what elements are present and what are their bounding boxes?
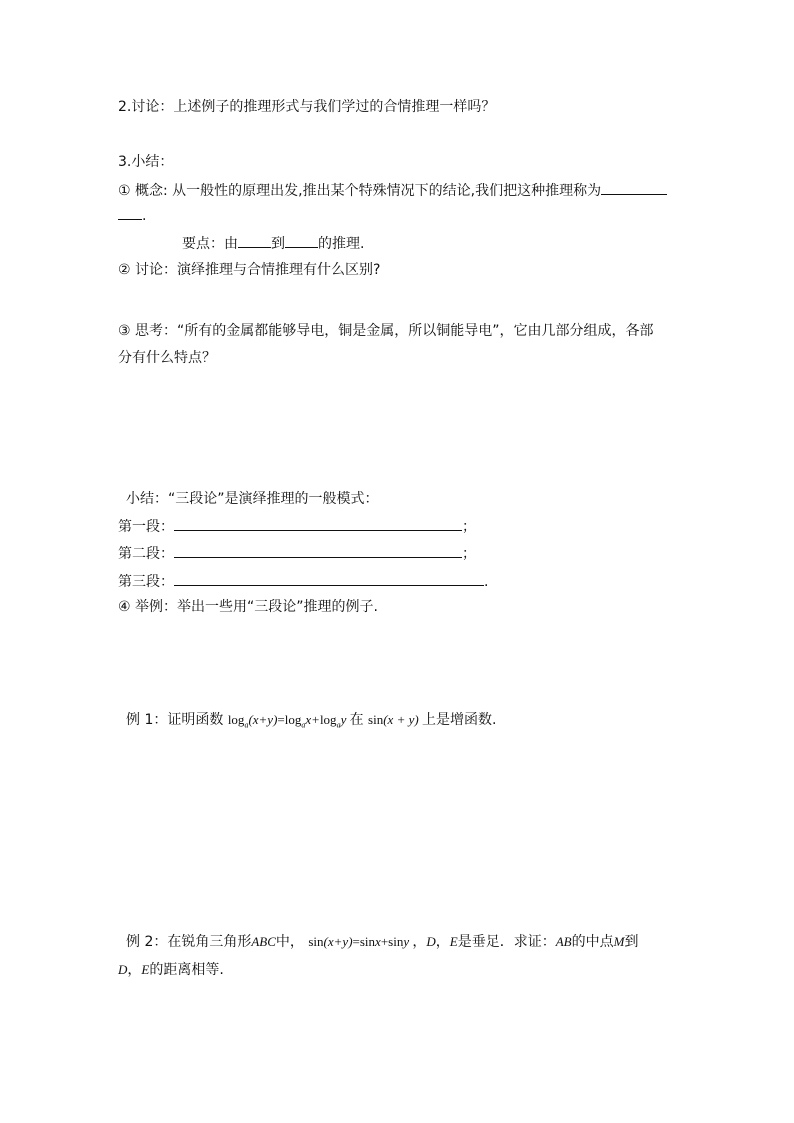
concept-blank[interactable] — [601, 180, 667, 195]
segment-blank[interactable] — [174, 571, 484, 586]
key-blank-1[interactable] — [238, 233, 271, 248]
concept-blank-cont[interactable] — [118, 205, 142, 220]
separator: ， — [127, 962, 142, 978]
concept-line-cont — [118, 205, 146, 226]
example-1-mid: 在 — [349, 712, 364, 728]
point-d: D — [118, 962, 128, 977]
log-arg: x+ — [305, 712, 320, 727]
example-2-prefix: 例 2：在锐角三角形 — [126, 934, 252, 950]
example-2-formula — [308, 934, 412, 949]
example-1-interval — [368, 712, 422, 727]
example-2-text: 的中点 — [571, 934, 614, 950]
sin-var: y — [403, 934, 410, 949]
sin-fn: sin — [368, 712, 384, 727]
example-2-line-1 — [126, 932, 638, 952]
key-point-to: 到 — [271, 236, 285, 252]
equals: = — [352, 934, 360, 949]
segment-end: . — [484, 574, 489, 590]
segment-label: 第三段： — [118, 574, 174, 590]
log-arg: y — [340, 712, 347, 727]
segment-blank[interactable] — [174, 516, 462, 531]
sin-arg: (x+y) — [323, 934, 353, 949]
segment-end: ； — [462, 546, 476, 562]
log-arg: (x+y) — [248, 712, 278, 727]
example-1-prefix: 例 1：证明函数 — [126, 712, 224, 728]
point-e: E — [141, 962, 150, 977]
key-point-line — [182, 233, 364, 254]
example-1 — [126, 710, 496, 736]
key-point-suffix: 的推理. — [318, 236, 365, 252]
key-point-prefix: 要点：由 — [182, 236, 238, 252]
example-2-text: 的距离相等. — [149, 962, 224, 978]
segment-ab: AB — [555, 934, 572, 949]
concept-end: . — [142, 208, 147, 224]
example-2-text: 到 — [624, 934, 639, 950]
sin-var: x — [375, 934, 381, 949]
plus: + — [380, 934, 389, 949]
sin-arg: (x + y) — [383, 712, 419, 727]
example-2-line-2 — [118, 960, 224, 980]
segment-blank[interactable] — [174, 543, 462, 558]
log-fn: log — [319, 712, 337, 727]
discussion-line: ② 讨论：演绎推理与合情推理有什么区别? — [118, 262, 381, 278]
separator: ， — [412, 934, 427, 950]
segment-row-2 — [118, 543, 476, 564]
sin-fn: sin — [388, 934, 404, 949]
log-fn: log — [227, 712, 245, 727]
concept-line — [118, 180, 667, 201]
think-line-2: 分有什么特点？ — [118, 350, 216, 366]
discussion-question: 2.讨论：上述例子的推理形式与我们学过的合情推理一样吗？ — [118, 99, 496, 115]
example-2-text: 是垂足．求证： — [457, 934, 556, 950]
triangle-name: ABC — [251, 934, 276, 949]
key-blank-2[interactable] — [285, 233, 318, 248]
example-prompt: ④ 举例：举出一些用“三段论”推理的例子. — [118, 599, 378, 615]
segment-label: 第二段： — [118, 546, 174, 562]
think-line-1: ③ 思考：“所有的金属都能够导电，铜是金属，所以铜能导电”，它由几部分组成，各部 — [118, 323, 654, 339]
log-fn: log — [284, 712, 302, 727]
sin-fn: sin — [308, 934, 324, 949]
point-d: D — [426, 934, 436, 949]
log-base: a — [336, 720, 341, 730]
segment-row-3 — [118, 571, 488, 592]
summary-heading: 3.小结： — [118, 154, 174, 170]
example-1-formula — [227, 712, 350, 730]
segment-label: 第一段： — [118, 519, 174, 535]
segment-row-1 — [118, 516, 476, 537]
equals: = — [277, 712, 285, 727]
segment-end: ； — [462, 519, 476, 535]
point-m: M — [613, 934, 625, 949]
sin-fn: sin — [359, 934, 376, 949]
syllogism-title: 小结：“三段论”是演绎推理的一般模式： — [126, 491, 379, 507]
separator: ， — [435, 934, 450, 950]
concept-text: ① 概念: 从一般性的原理出发,推出某个特殊情况下的结论,我们把这种推理称为 — [118, 183, 602, 199]
point-e: E — [449, 934, 458, 949]
log-base: a — [301, 720, 306, 730]
example-1-suffix: 上是增函数. — [421, 712, 497, 728]
example-2-mid: 中， — [275, 934, 304, 950]
log-base: a — [244, 720, 249, 730]
